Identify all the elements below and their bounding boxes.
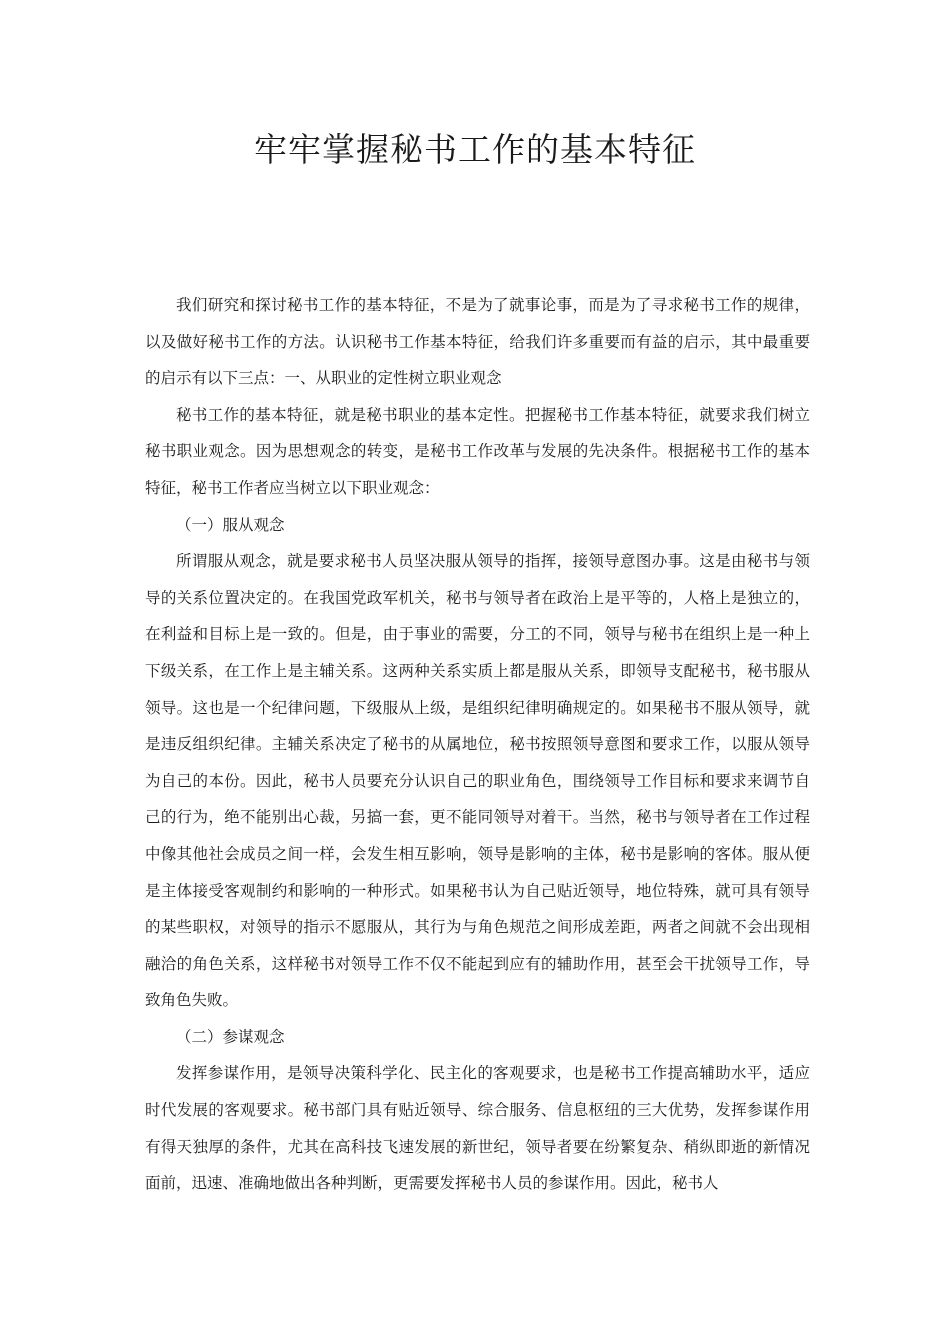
paragraph-advisory: 发挥参谋作用，是领导决策科学化、民主化的客观要求，也是秘书工作提高辅助水平，适应时代发展的客观要求。秘书部门具有贴近领导、综合服务、信息枢纽的三大优势，发挥参谋作用有得天独厚的条件，尤其在高科技飞速发展的新世纪，领导者要在纷繁复杂、稍纵即逝的新情况面前，迅速、准确地做出各种判断，更需要发挥秘书人员的参谋作用。因此，秘书人 <box>145 1064 810 1193</box>
document-body <box>145 287 810 1202</box>
section-heading-obedience: （一）服从观念 <box>176 515 285 534</box>
document-title: 牢牢掌握秘书工作的基本特征 <box>254 130 696 169</box>
paragraph-career-concept: 秘书工作的基本特征，就是秘书职业的基本定性。把握秘书工作基本特征，就要求我们树立秘书职业观念。因为思想观念的转变，是秘书工作改革与发展的先决条件。根据秘书工作的基本特征，秘书工作者应当树立以下职业观念： <box>145 405 810 497</box>
paragraph-intro: 我们研究和探讨秘书工作的基本特征，不是为了就事论事，而是为了寻求秘书工作的规律，以及做好秘书工作的方法。认识秘书工作基本特征，给我们许多重要而有益的启示，其中最重要的启示有以下三点：一、从职业的定性树立职业观念 <box>145 296 810 388</box>
section-heading-advisory: （二）参谋观念 <box>176 1027 285 1046</box>
paragraph-obedience: 所谓服从观念，就是要求秘书人员坚决服从领导的指挥，接领导意图办事。这是由秘书与领导的关系位置决定的。在我国党政军机关，秘书与领导者在政治上是平等的，人格上是独立的，在利益和目标上是一致的。但是，由于事业的需要，分工的不同，领导与秘书在组织上是一种上下级关系，在工作上是主辅关系。这两种关系实质上都是服从关系，即领导支配秘书，秘书服从领导。这也是一个纪律问题，下级服从上级，是组织纪律明确规定的。如果秘书不服从领导，就是违反组织纪律。主辅关系决定了秘书的从属地位，秘书按照领导意图和要求工作，以服从领导为自己的本份。因此，秘书人员要充分认识自己的职业角色，围绕领导工作目标和要求来调节自己的行为，绝不能别出心裁，另搞一套，更不能同领导对着干。当然，秘书与领导者在工作过程中像其他社会成员之间一样，会发生相互影响，领导是影响的主体，秘书是影响的客体。服从便是主体接受客观制约和影响的一种形式。如果秘书认为自己贴近领导，地位特殊，就可具有领导的某些职权，对领导的指示不愿服从，其行为与角色规范之间形成差距，两者之间就不会出现相融洽的角色关系，这样秘书对领导工作不仅不能起到应有的辅助作用，甚至会干扰领导工作，导致角色失败。 <box>145 552 810 1010</box>
